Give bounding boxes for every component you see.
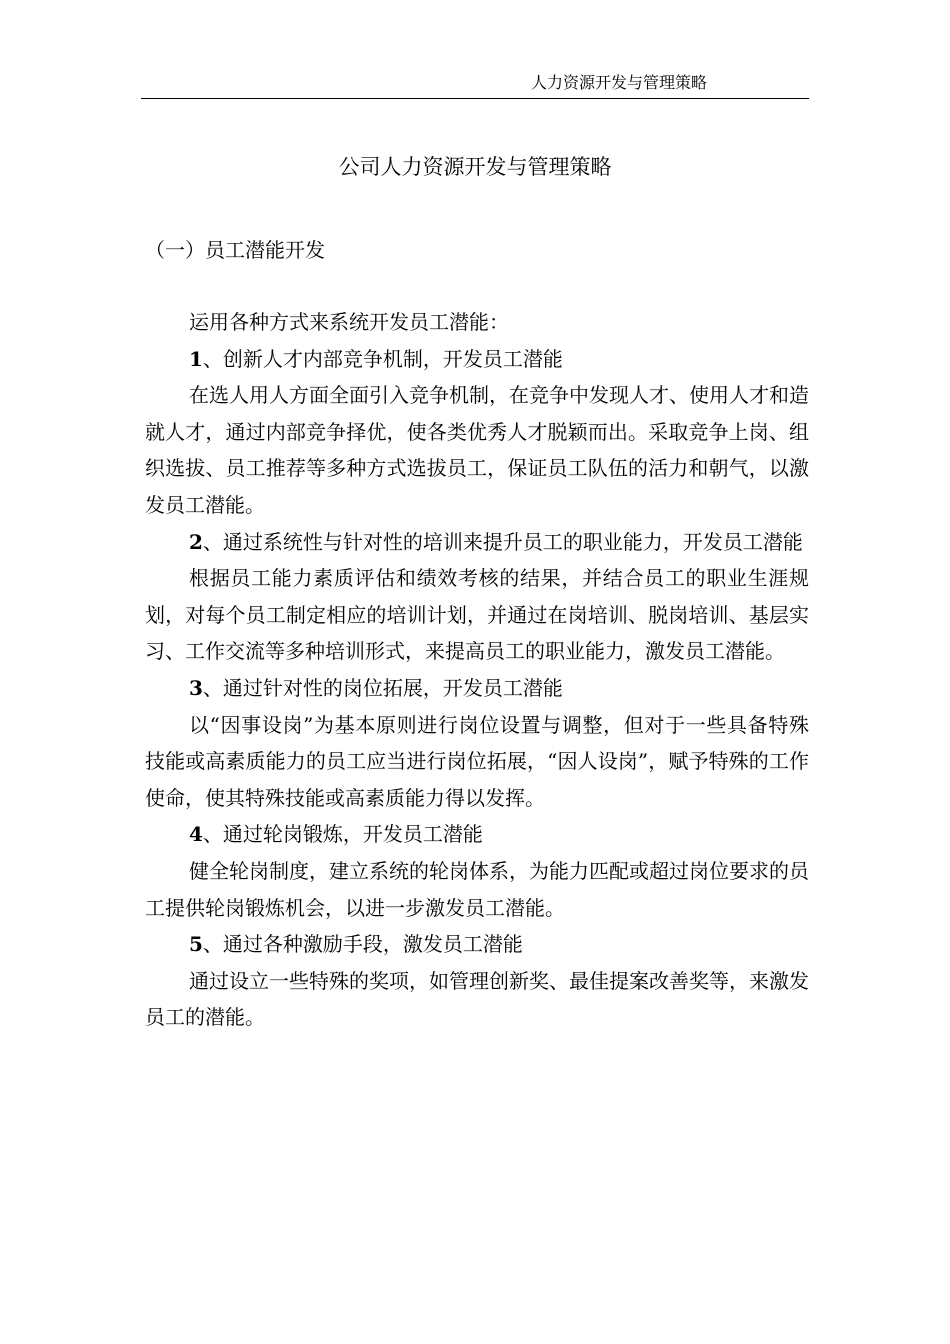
intro-paragraph: 运用各种方式来系统开发员工潜能： — [189, 310, 509, 334]
section-heading: （一）员工潜能开发 — [145, 238, 325, 262]
item-heading-3: 3、通过针对性的岗位拓展，开发员工潜能 — [189, 675, 563, 700]
document-body — [145, 304, 809, 1036]
item-body-4: 健全轮岗制度，建立系统的轮岗体系，为能力匹配或超过岗位要求的员工提供轮岗锻炼机会，以进一步激发员工潜能。 — [145, 858, 809, 920]
document-title: 公司人力资源开发与管理策略 — [338, 155, 612, 179]
header-text: 人力资源开发与管理策略 — [530, 73, 707, 92]
item-heading-2: 2、通过系统性与针对性的培训来提升员工的职业能力，开发员工潜能 — [189, 529, 803, 554]
item-heading-5: 5、通过各种激励手段，激发员工潜能 — [189, 932, 523, 957]
item-body-3: 以“因事设岗”为基本原则进行岗位设置与调整，但对于一些具备特殊技能或高素质能力的员工应当进行岗位拓展，“因人设岗”，赋予特殊的工作使命，使其特殊技能或高素质能力得以发挥。 — [145, 712, 809, 810]
item-heading-1: 1、创新人才内部竞争机制，开发员工潜能 — [189, 346, 563, 371]
page-header — [141, 70, 809, 99]
item-body-5: 通过设立一些特殊的奖项，如管理创新奖、最佳提案改善奖等，来激发员工的潜能。 — [145, 968, 809, 1030]
item-body-2: 根据员工能力素质评估和绩效考核的结果，并结合员工的职业生涯规划，对每个员工制定相应的培训计划，并通过在岗培训、脱岗培训、基层实习、工作交流等多种培训形式，来提高员工的职业能力，激发员工潜能。 — [145, 566, 809, 664]
item-heading-4: 4、通过轮岗锻炼，开发员工潜能 — [189, 822, 483, 847]
item-body-1: 在选人用人方面全面引入竞争机制，在竞争中发现人才、使用人才和造就人才，通过内部竞争择优，使各类优秀人才脱颖而出。采取竞争上岗、组织选拔、员工推荐等多种方式选拔员工，保证员工队伍的活力和朝气，以激发员工潜能。 — [145, 383, 809, 517]
